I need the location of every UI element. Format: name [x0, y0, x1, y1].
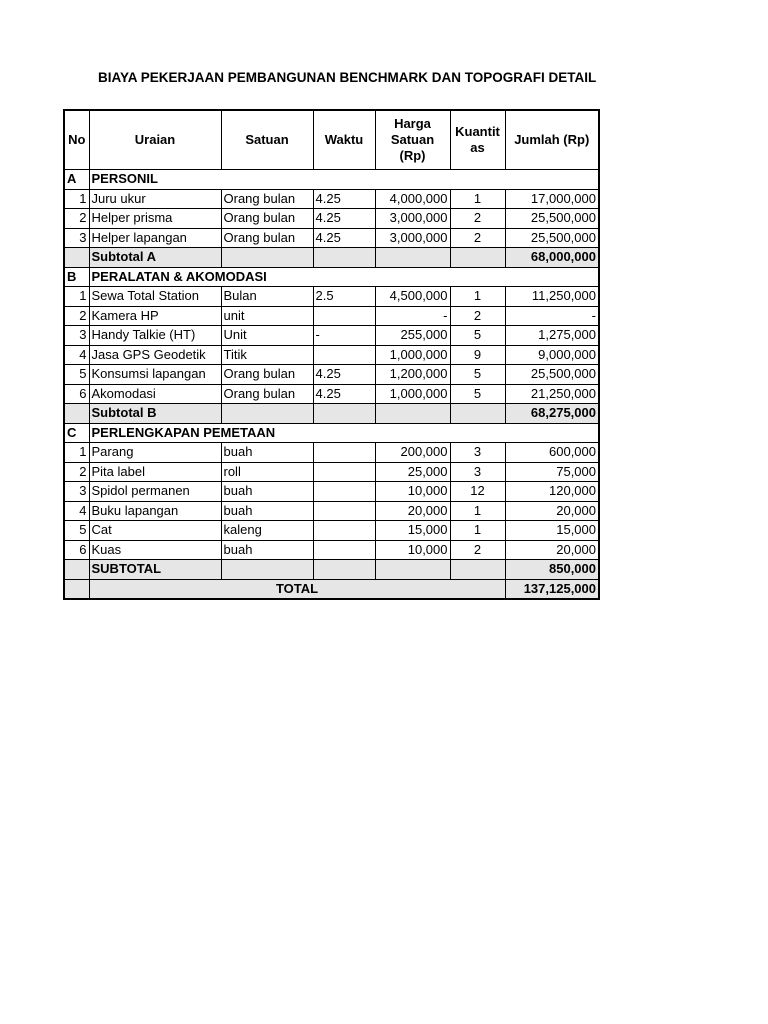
table-row [64, 443, 599, 463]
item-waktu: 4.25 [313, 209, 375, 229]
table-row [64, 189, 599, 209]
item-satuan: Orang bulan [221, 384, 313, 404]
item-waktu [313, 540, 375, 560]
section-code: C [64, 423, 89, 443]
section-header-row [64, 267, 599, 287]
item-uraian: Cat [89, 521, 221, 541]
item-kuantitas: 3 [450, 443, 505, 463]
total-value: 137,125,000 [505, 579, 599, 599]
item-no: 3 [64, 482, 89, 502]
item-uraian: Helper prisma [89, 209, 221, 229]
item-satuan: buah [221, 501, 313, 521]
table-row [64, 501, 599, 521]
header-harga-text: Harga Satuan (Rp) [390, 116, 435, 163]
section-code: B [64, 267, 89, 287]
subtotal-blank [375, 404, 450, 424]
cost-table [63, 109, 600, 600]
header-harga-satuan [375, 110, 450, 170]
item-satuan: Orang bulan [221, 365, 313, 385]
item-waktu [313, 462, 375, 482]
item-satuan: buah [221, 540, 313, 560]
table-row [64, 345, 599, 365]
item-kuantitas: 12 [450, 482, 505, 502]
item-uraian: Jasa GPS Geodetik [89, 345, 221, 365]
item-kuantitas: 1 [450, 501, 505, 521]
item-waktu: 4.25 [313, 384, 375, 404]
document-title: BIAYA PEKERJAAN PEMBANGUNAN BENCHMARK DAN TOPOGRAFI DETAIL [98, 70, 597, 85]
table-row [64, 306, 599, 326]
item-no: 6 [64, 540, 89, 560]
item-jumlah: 17,000,000 [505, 189, 599, 209]
item-no: 1 [64, 287, 89, 307]
item-kuantitas: 5 [450, 365, 505, 385]
subtotal-blank [450, 248, 505, 268]
subtotal-blank [313, 560, 375, 580]
section-name: PERALATAN & AKOMODASI [89, 267, 599, 287]
item-jumlah: 1,275,000 [505, 326, 599, 346]
item-kuantitas: 9 [450, 345, 505, 365]
item-harga: 255,000 [375, 326, 450, 346]
item-jumlah: 9,000,000 [505, 345, 599, 365]
item-satuan: Titik [221, 345, 313, 365]
section-name: PERSONIL [89, 170, 599, 190]
item-no: 6 [64, 384, 89, 404]
item-waktu [313, 501, 375, 521]
subtotal-value: 850,000 [505, 560, 599, 580]
item-kuantitas: 5 [450, 326, 505, 346]
item-waktu [313, 482, 375, 502]
item-jumlah: 600,000 [505, 443, 599, 463]
item-waktu: - [313, 326, 375, 346]
item-no: 1 [64, 189, 89, 209]
item-harga: 1,000,000 [375, 384, 450, 404]
item-kuantitas: 5 [450, 384, 505, 404]
subtotal-blank [375, 248, 450, 268]
section-name: PERLENGKAPAN PEMETAAN [89, 423, 599, 443]
item-satuan: unit [221, 306, 313, 326]
item-satuan: buah [221, 482, 313, 502]
subtotal-blank [375, 560, 450, 580]
header-kuantitas [450, 110, 505, 170]
item-jumlah: 20,000 [505, 501, 599, 521]
item-kuantitas: 1 [450, 189, 505, 209]
item-no: 5 [64, 521, 89, 541]
item-satuan: Unit [221, 326, 313, 346]
item-harga: 15,000 [375, 521, 450, 541]
item-harga: - [375, 306, 450, 326]
header-no: No [64, 110, 89, 170]
subtotal-label: Subtotal B [89, 404, 221, 424]
table-row [64, 326, 599, 346]
item-kuantitas: 1 [450, 521, 505, 541]
section-header-row [64, 423, 599, 443]
subtotal-blank [450, 560, 505, 580]
item-uraian: Parang [89, 443, 221, 463]
subtotal-blank [450, 404, 505, 424]
total-label: TOTAL [89, 579, 505, 599]
item-uraian: Handy Talkie (HT) [89, 326, 221, 346]
item-no: 2 [64, 209, 89, 229]
item-satuan: Orang bulan [221, 209, 313, 229]
subtotal-blank [221, 404, 313, 424]
table-row [64, 209, 599, 229]
item-harga: 3,000,000 [375, 228, 450, 248]
item-harga: 3,000,000 [375, 209, 450, 229]
item-no: 4 [64, 345, 89, 365]
item-uraian: Kuas [89, 540, 221, 560]
item-waktu: 4.25 [313, 365, 375, 385]
item-harga: 25,000 [375, 462, 450, 482]
subtotal-value: 68,000,000 [505, 248, 599, 268]
item-harga: 200,000 [375, 443, 450, 463]
table-row [64, 521, 599, 541]
item-no: 5 [64, 365, 89, 385]
subtotal-row [64, 248, 599, 268]
item-harga: 1,000,000 [375, 345, 450, 365]
subtotal-blank [221, 560, 313, 580]
item-waktu: 4.25 [313, 189, 375, 209]
item-harga: 4,500,000 [375, 287, 450, 307]
subtotal-label: SUBTOTAL [89, 560, 221, 580]
table-row [64, 540, 599, 560]
subtotal-row [64, 404, 599, 424]
item-waktu: 4.25 [313, 228, 375, 248]
item-waktu: 2.5 [313, 287, 375, 307]
total-blank [64, 579, 89, 599]
subtotal-label: Subtotal A [89, 248, 221, 268]
item-no: 1 [64, 443, 89, 463]
item-uraian: Sewa Total Station [89, 287, 221, 307]
item-jumlah: 75,000 [505, 462, 599, 482]
header-kuantitas-text: Kuantitas [455, 124, 500, 155]
total-row [64, 579, 599, 599]
item-jumlah: 25,500,000 [505, 228, 599, 248]
subtotal-row [64, 560, 599, 580]
item-satuan: kaleng [221, 521, 313, 541]
subtotal-blank [313, 404, 375, 424]
item-jumlah: 25,500,000 [505, 365, 599, 385]
header-satuan: Satuan [221, 110, 313, 170]
item-jumlah: 25,500,000 [505, 209, 599, 229]
table-row [64, 482, 599, 502]
header-jumlah: Jumlah (Rp) [505, 110, 599, 170]
item-waktu [313, 521, 375, 541]
item-uraian: Spidol permanen [89, 482, 221, 502]
item-kuantitas: 2 [450, 306, 505, 326]
item-harga: 1,200,000 [375, 365, 450, 385]
item-satuan: buah [221, 443, 313, 463]
subtotal-blank [313, 248, 375, 268]
item-waktu [313, 345, 375, 365]
item-uraian: Juru ukur [89, 189, 221, 209]
subtotal-blank [64, 560, 89, 580]
item-harga: 20,000 [375, 501, 450, 521]
table-row [64, 228, 599, 248]
table-body [64, 170, 599, 600]
item-satuan: Bulan [221, 287, 313, 307]
item-no: 2 [64, 306, 89, 326]
subtotal-blank [64, 248, 89, 268]
item-satuan: Orang bulan [221, 228, 313, 248]
item-harga: 10,000 [375, 482, 450, 502]
subtotal-blank [64, 404, 89, 424]
subtotal-blank [221, 248, 313, 268]
item-jumlah: 11,250,000 [505, 287, 599, 307]
item-uraian: Pita label [89, 462, 221, 482]
item-satuan: roll [221, 462, 313, 482]
section-code: A [64, 170, 89, 190]
item-satuan: Orang bulan [221, 189, 313, 209]
item-waktu [313, 306, 375, 326]
item-jumlah: - [505, 306, 599, 326]
table-row [64, 462, 599, 482]
table-row [64, 384, 599, 404]
table-row [64, 287, 599, 307]
item-jumlah: 15,000 [505, 521, 599, 541]
item-kuantitas: 2 [450, 540, 505, 560]
header-waktu: Waktu [313, 110, 375, 170]
item-kuantitas: 3 [450, 462, 505, 482]
item-uraian: Konsumsi lapangan [89, 365, 221, 385]
subtotal-value: 68,275,000 [505, 404, 599, 424]
item-kuantitas: 2 [450, 209, 505, 229]
item-uraian: Akomodasi [89, 384, 221, 404]
item-kuantitas: 2 [450, 228, 505, 248]
item-jumlah: 120,000 [505, 482, 599, 502]
item-uraian: Buku lapangan [89, 501, 221, 521]
item-uraian: Helper lapangan [89, 228, 221, 248]
item-no: 3 [64, 326, 89, 346]
header-uraian: Uraian [89, 110, 221, 170]
section-header-row [64, 170, 599, 190]
table-row [64, 365, 599, 385]
item-no: 2 [64, 462, 89, 482]
item-no: 3 [64, 228, 89, 248]
item-harga: 10,000 [375, 540, 450, 560]
item-harga: 4,000,000 [375, 189, 450, 209]
item-waktu [313, 443, 375, 463]
item-jumlah: 21,250,000 [505, 384, 599, 404]
item-jumlah: 20,000 [505, 540, 599, 560]
item-uraian: Kamera HP [89, 306, 221, 326]
item-no: 4 [64, 501, 89, 521]
item-kuantitas: 1 [450, 287, 505, 307]
header-row [64, 110, 599, 170]
